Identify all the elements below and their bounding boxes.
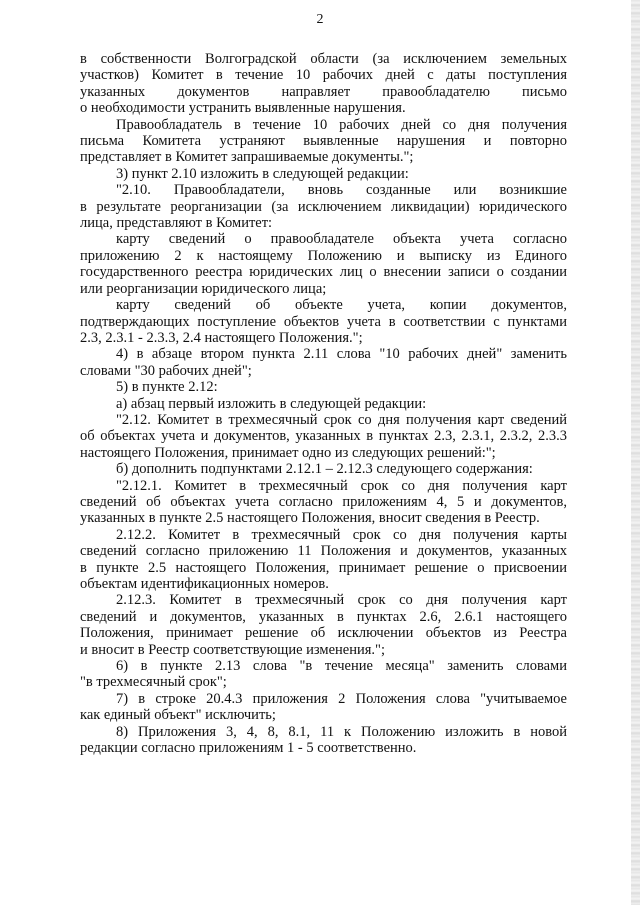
text-line: карту сведений о правообладателе объекта учета согласно xyxy=(116,231,567,248)
text-line: "2.10. Правообладатели, вновь созданные или возникшие xyxy=(116,182,567,199)
text-line: в результате реорганизации (за исключением ликвидации) юридического xyxy=(80,198,567,215)
text-line: объектам идентификационных номеров. xyxy=(80,576,329,592)
document-body xyxy=(80,51,567,756)
text-line: 2.12.2. Комитет в трехмесячный срок со дня получения карты xyxy=(116,526,567,543)
paragraph xyxy=(80,396,567,412)
text-line: 6) в пункте 2.13 слова "в течение месяца" заменить словами xyxy=(116,658,567,675)
text-line: редакции согласно приложениям 1 - 5 соответственно. xyxy=(80,740,417,757)
text-line: подтверждающих поступление объектов учета в соответствии с пунктами xyxy=(80,313,567,330)
text-line: сведений об объектах учета согласно приложениям 4, 5 и документов, xyxy=(80,493,567,510)
paragraph xyxy=(80,412,567,461)
text-line: указанных документов направляет правообладателю письмо xyxy=(80,83,567,100)
text-line: государственного реестра юридических лиц о внесении записи о создании xyxy=(80,264,567,281)
text-line: 2.3, 2.3.1 - 2.3.3, 2.4 настоящего Положения."; xyxy=(80,329,363,346)
text-line: Положения, принимает решение об исключении объектов из Реестра xyxy=(80,625,567,642)
paragraph xyxy=(80,724,567,757)
text-line: или реорганизации юридического лица; xyxy=(80,280,327,297)
paragraph xyxy=(80,658,567,691)
text-line: указанных в пункте 2.5 настоящего Положения, вносит сведения в Реестр. xyxy=(80,510,540,527)
text-line: письма Комитета устраняют выявленные нарушения и повторно xyxy=(80,133,567,150)
text-line: 4) в абзаце втором пункта 2.11 слова "10 рабочих дней" заменить xyxy=(116,346,567,363)
paragraph xyxy=(80,691,567,724)
scan-edge xyxy=(631,0,640,905)
paragraph xyxy=(80,51,567,117)
text-line: карту сведений об объекте учета, копии документов, xyxy=(116,297,567,314)
text-line: сведений и документов, указанных в пунктах 2.6, 2.6.1 настоящего xyxy=(80,608,567,625)
text-line: настоящего Положения, принимает одно из следующих решений:"; xyxy=(80,444,496,461)
text-line: в пункте 2.5 настоящего Положения, принимает решение о присвоении xyxy=(80,559,567,576)
text-line: представляет в Комитет запрашиваемые документы."; xyxy=(80,149,414,166)
paragraph xyxy=(80,461,567,477)
text-line: сведений согласно приложению 11 Положения и документов, указанных xyxy=(80,543,567,560)
text-line: 2.12.3. Комитет в трехмесячный срок со дня получения карт xyxy=(116,592,567,609)
text-line: б) дополнить подпунктами 2.12.1 – 2.12.3 следующего содержания: xyxy=(116,461,533,478)
text-line: "2.12.1. Комитет в трехмесячный срок со дня получения карт xyxy=(116,477,567,494)
page-number: 2 xyxy=(316,12,324,27)
paragraph xyxy=(80,182,567,231)
text-line: словами "30 рабочих дней"; xyxy=(80,362,252,379)
text-line: приложению 2 к настоящему Положению и выписку из Единого xyxy=(80,247,567,264)
text-line: 7) в строке 20.4.3 приложения 2 Положения слова "учитываемое xyxy=(116,690,567,707)
text-line: Правообладатель в течение 10 рабочих дней со дня получения xyxy=(116,116,567,133)
text-line: 8) Приложения 3, 4, 8, 8.1, 11 к Положению изложить в новой xyxy=(116,723,567,740)
paragraph xyxy=(80,297,567,346)
text-line: участков) Комитет в течение 10 рабочих дней с даты поступления xyxy=(80,67,567,84)
text-line: "2.12. Комитет в трехмесячный срок со дня получения карт сведений xyxy=(116,411,567,428)
paragraph xyxy=(80,592,567,658)
text-line: 5) в пункте 2.12: xyxy=(116,379,218,396)
paragraph xyxy=(80,346,567,379)
text-line: и вносит в Реестр соответствующие изменения."; xyxy=(80,641,385,658)
text-line: как единый объект" исключить; xyxy=(80,707,276,724)
paragraph xyxy=(80,231,567,297)
paragraph xyxy=(80,117,567,166)
text-line: об объектах учета и документов, указанных в пунктах 2.3, 2.3.1, 2.3.2, 2.3.3 xyxy=(80,428,567,445)
text-line: лица, представляют в Комитет: xyxy=(80,215,273,232)
paragraph xyxy=(80,527,567,593)
text-line: в собственности Волгоградской области (за исключением земельных xyxy=(80,51,567,67)
text-line: а) абзац первый изложить в следующей редакции: xyxy=(116,395,427,412)
text-line: 3) пункт 2.10 изложить в следующей редакции: xyxy=(116,165,409,182)
text-line: о необходимости устранить выявленные нарушения. xyxy=(80,100,406,117)
paragraph xyxy=(80,478,567,527)
paragraph xyxy=(80,379,567,395)
paragraph xyxy=(80,166,567,182)
text-line: "в трехмесячный срок"; xyxy=(80,674,227,691)
